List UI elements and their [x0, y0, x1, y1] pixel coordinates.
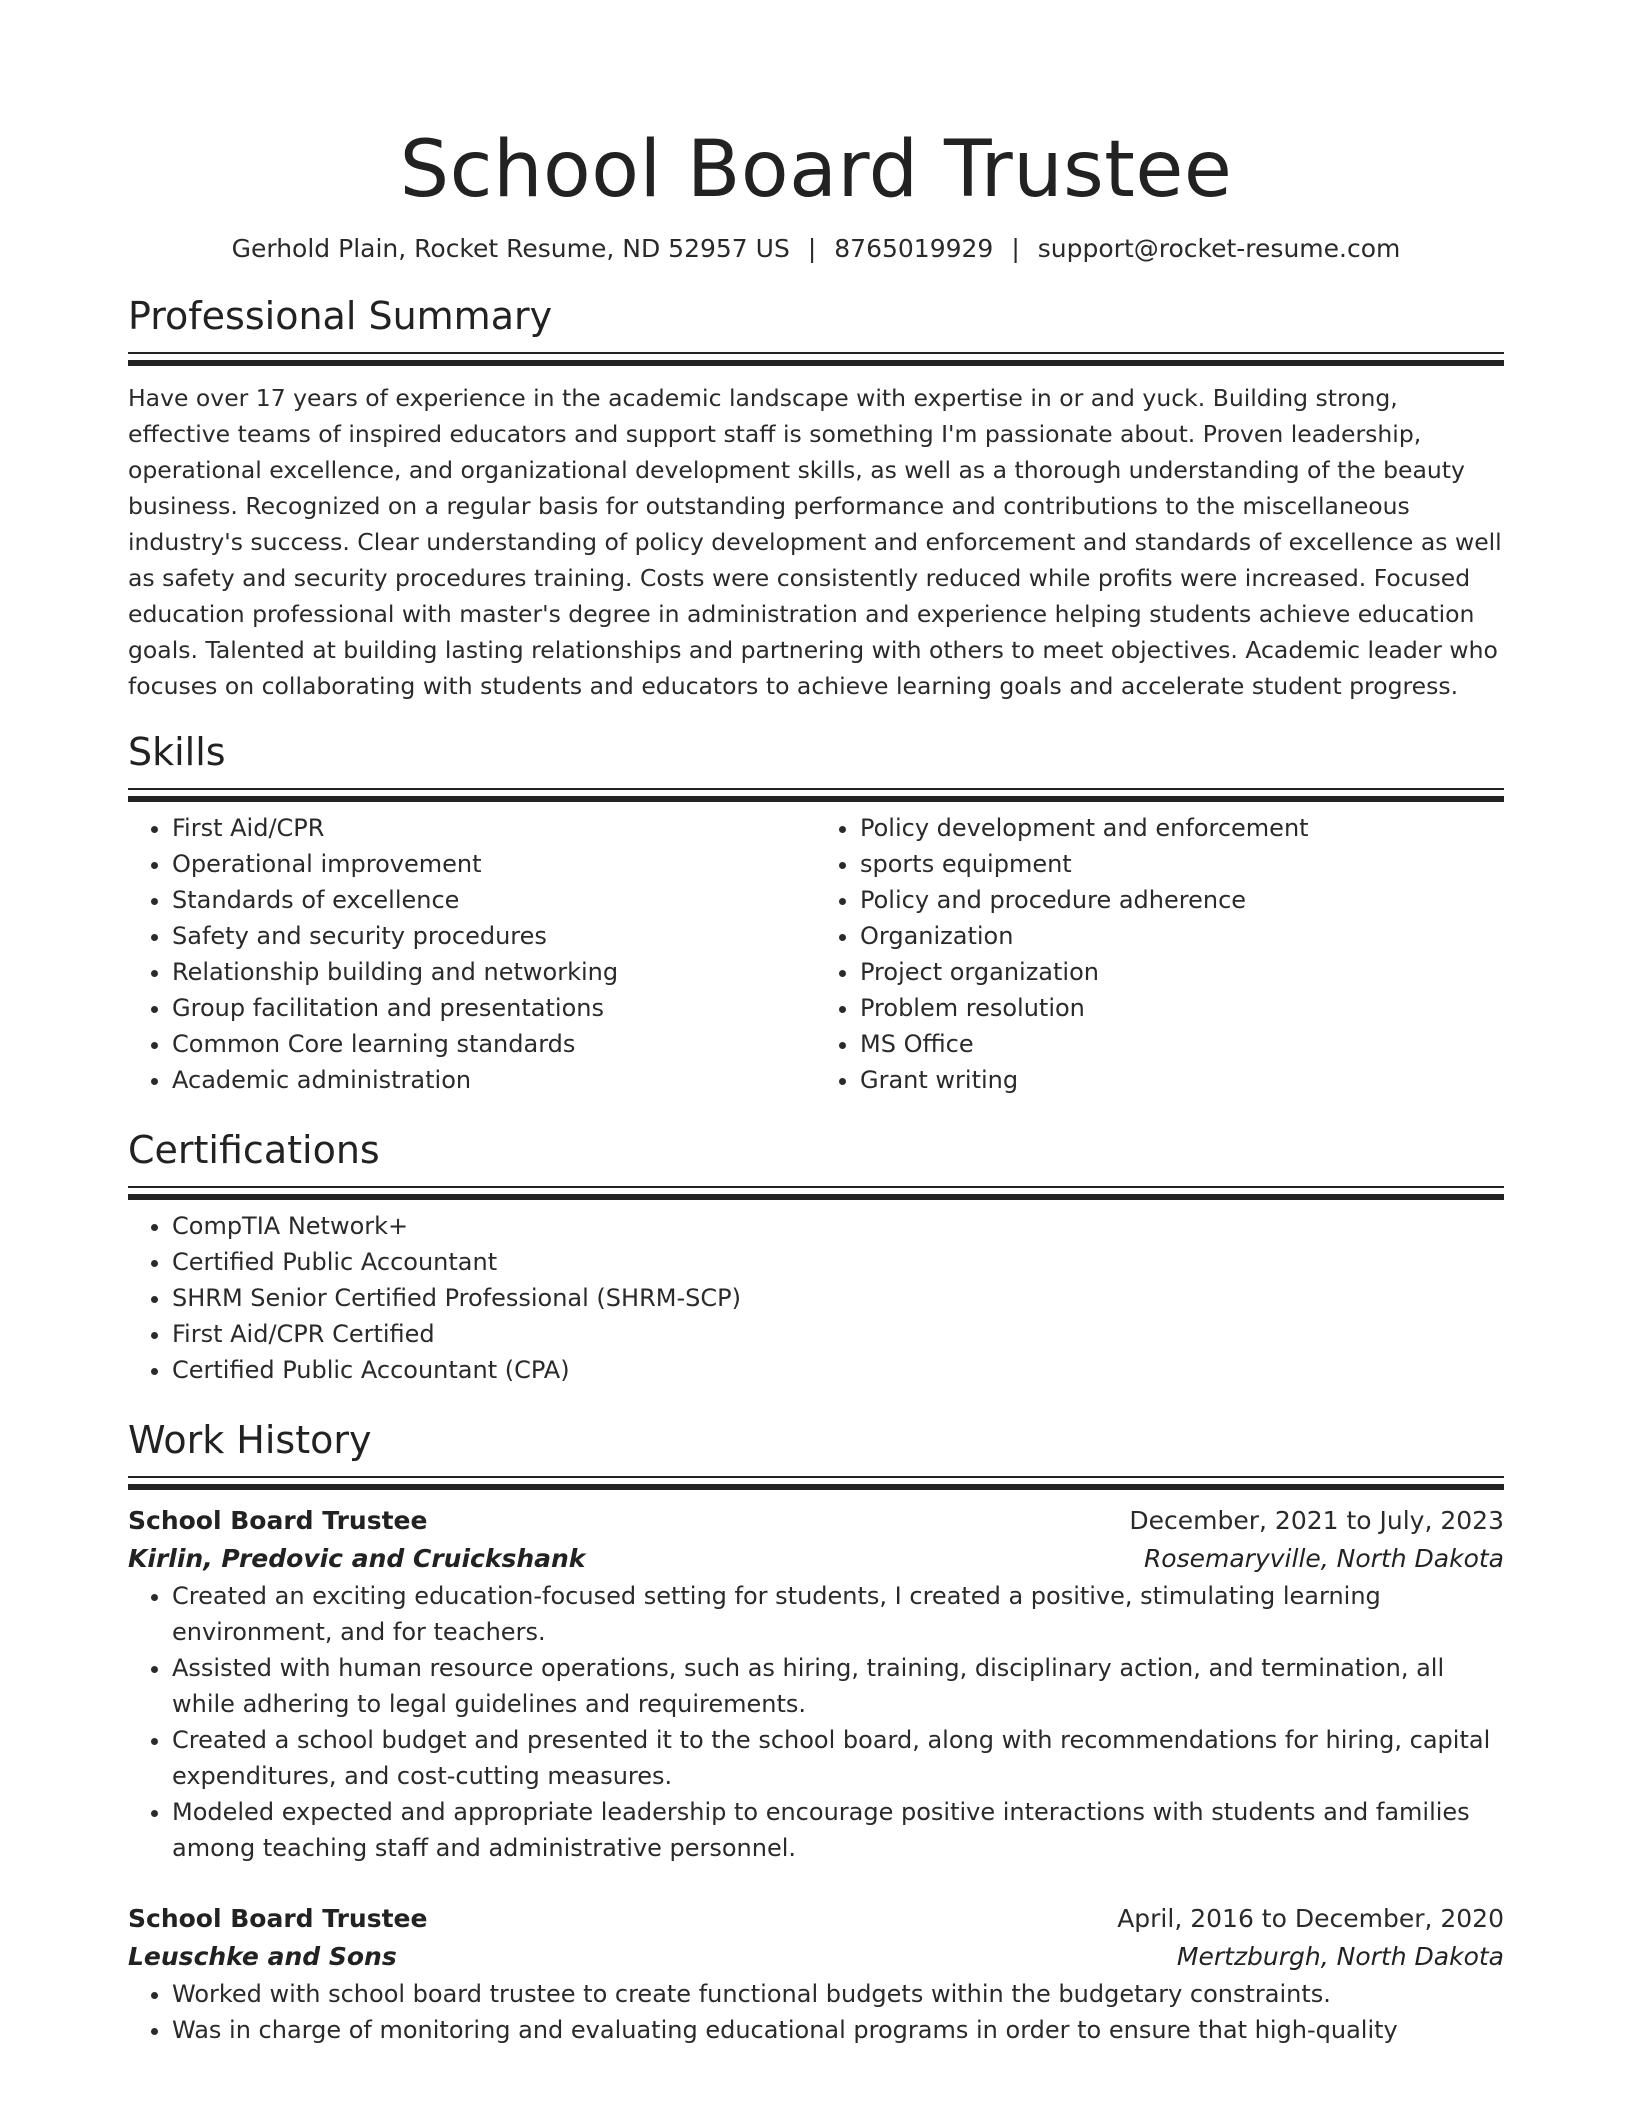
skill-item: • Standards of excellence — [172, 882, 816, 918]
certification-item: • SHRM Senior Certified Professional (SHRM-SCP) — [172, 1280, 1504, 1316]
skill-item: • Problem resolution — [860, 990, 1504, 1026]
section-title-skills: Skills — [128, 730, 226, 774]
skill-item: • Academic administration — [172, 1062, 816, 1098]
page-title: School Board Trustee — [399, 125, 1233, 215]
certifications-section — [128, 1126, 1504, 1388]
resume-page — [128, 0, 1504, 2048]
job-bullet: • Worked with school board trustee to create functional budgets within the budgetary constraints. — [172, 1976, 1504, 2012]
job-company: Leuschke and Sons — [128, 1942, 397, 1971]
job-location: Mertzburgh, North Dakota — [1176, 1942, 1504, 1971]
job-bullets — [128, 1976, 1504, 2048]
contact-email: support@rocket-resume.com — [1037, 234, 1401, 263]
certifications-list — [128, 1208, 1504, 1388]
skill-item: • Policy and procedure adherence — [860, 882, 1504, 918]
certification-item: • CompTIA Network+ — [172, 1208, 1504, 1244]
summary-section — [128, 292, 1504, 704]
skill-item: • MS Office — [860, 1026, 1504, 1062]
contact-phone: 8765019929 — [834, 234, 994, 263]
job-bullet: • Was in charge of monitoring and evaluating educational programs in order to ensure that high-quality — [172, 2012, 1504, 2048]
skills-list-left — [128, 810, 816, 1098]
job-title: School Board Trustee — [128, 1904, 428, 1933]
skill-item: • Project organization — [860, 954, 1504, 990]
contact-separator: | — [807, 234, 817, 263]
contact-separator: | — [1011, 234, 1020, 263]
skills-grid — [128, 810, 1504, 1098]
job-dates: April, 2016 to December, 2020 — [1117, 1904, 1504, 1933]
skill-item: • sports equipment — [860, 846, 1504, 882]
job-bullets — [128, 1578, 1504, 1866]
section-divider — [128, 352, 1504, 366]
section-title-certifications: Certifications — [128, 1128, 380, 1172]
contact-address: Gerhold Plain, Rocket Resume, ND 52957 US — [231, 234, 790, 263]
job-bullet: • Modeled expected and appropriate leadership to encourage positive interactions with students and families among teaching staff and administrative personnel. — [172, 1794, 1504, 1866]
certification-item: • Certified Public Accountant (CPA) — [172, 1352, 1504, 1388]
section-divider — [128, 1186, 1504, 1200]
skill-item: • Safety and security procedures — [172, 918, 816, 954]
section-divider — [128, 788, 1504, 802]
skill-item: • Relationship building and networking — [172, 954, 816, 990]
section-title-work-history: Work History — [128, 1418, 372, 1462]
skill-item: • Operational improvement — [172, 846, 816, 882]
job-dates: December, 2021 to July, 2023 — [1129, 1506, 1504, 1535]
job-entry — [128, 1900, 1504, 2048]
job-bullet: • Created a school budget and presented it to the school board, along with recommendations for hiring, capital expenditures, and cost-cutting measures. — [172, 1722, 1504, 1794]
skills-list-right — [816, 810, 1504, 1098]
certification-item: • First Aid/CPR Certified — [172, 1316, 1504, 1352]
summary-text: Have over 17 years of experience in the academic landscape with expertise in or and yuck. Building strong, effective teams of inspired educators and support staff is something I'm passionate about. Proven leadership, operational excellence, and organizational development skills, as well as a thorough understanding of the beauty business. Recognized on a regular basis for outstanding performance and contributions to the miscellaneous industry's success. Clear understanding of policy development and enforcement and standards of excellence as well as safety and security procedures training. Costs were consistently reduced while profits were increased. Focused education professional with master's degree in administration and experience helping students achieve education goals. Talented at building lasting relationships and partnering with others to meet objectives. Academic leader who focuses on collaborating with students and educators to achieve learning goals and accelerate student progress. — [128, 384, 1502, 700]
skill-item: • Organization — [860, 918, 1504, 954]
section-divider — [128, 1476, 1504, 1490]
job-entry — [128, 1502, 1504, 1866]
skill-item: • First Aid/CPR — [172, 810, 816, 846]
work-history-section — [128, 1416, 1504, 2048]
job-title: School Board Trustee — [128, 1506, 428, 1535]
skill-item: • Grant writing — [860, 1062, 1504, 1098]
skill-item: • Common Core learning standards — [172, 1026, 816, 1062]
contact-line — [128, 232, 1504, 266]
skill-item: • Group facilitation and presentations — [172, 990, 816, 1026]
section-title-summary: Professional Summary — [128, 294, 553, 338]
skill-item: • Policy development and enforcement — [860, 810, 1504, 846]
job-bullet: • Created an exciting education-focused setting for students, I created a positive, stimulating learning environment, and for teachers. — [172, 1578, 1504, 1650]
skills-section — [128, 728, 1504, 1098]
job-location: Rosemaryville, North Dakota — [1143, 1544, 1504, 1573]
job-bullet: • Assisted with human resource operations, such as hiring, training, disciplinary action, and termination, all while adhering to legal guidelines and requirements. — [172, 1650, 1504, 1722]
job-company: Kirlin, Predovic and Cruickshank — [128, 1544, 586, 1573]
certification-item: • Certified Public Accountant — [172, 1244, 1504, 1280]
